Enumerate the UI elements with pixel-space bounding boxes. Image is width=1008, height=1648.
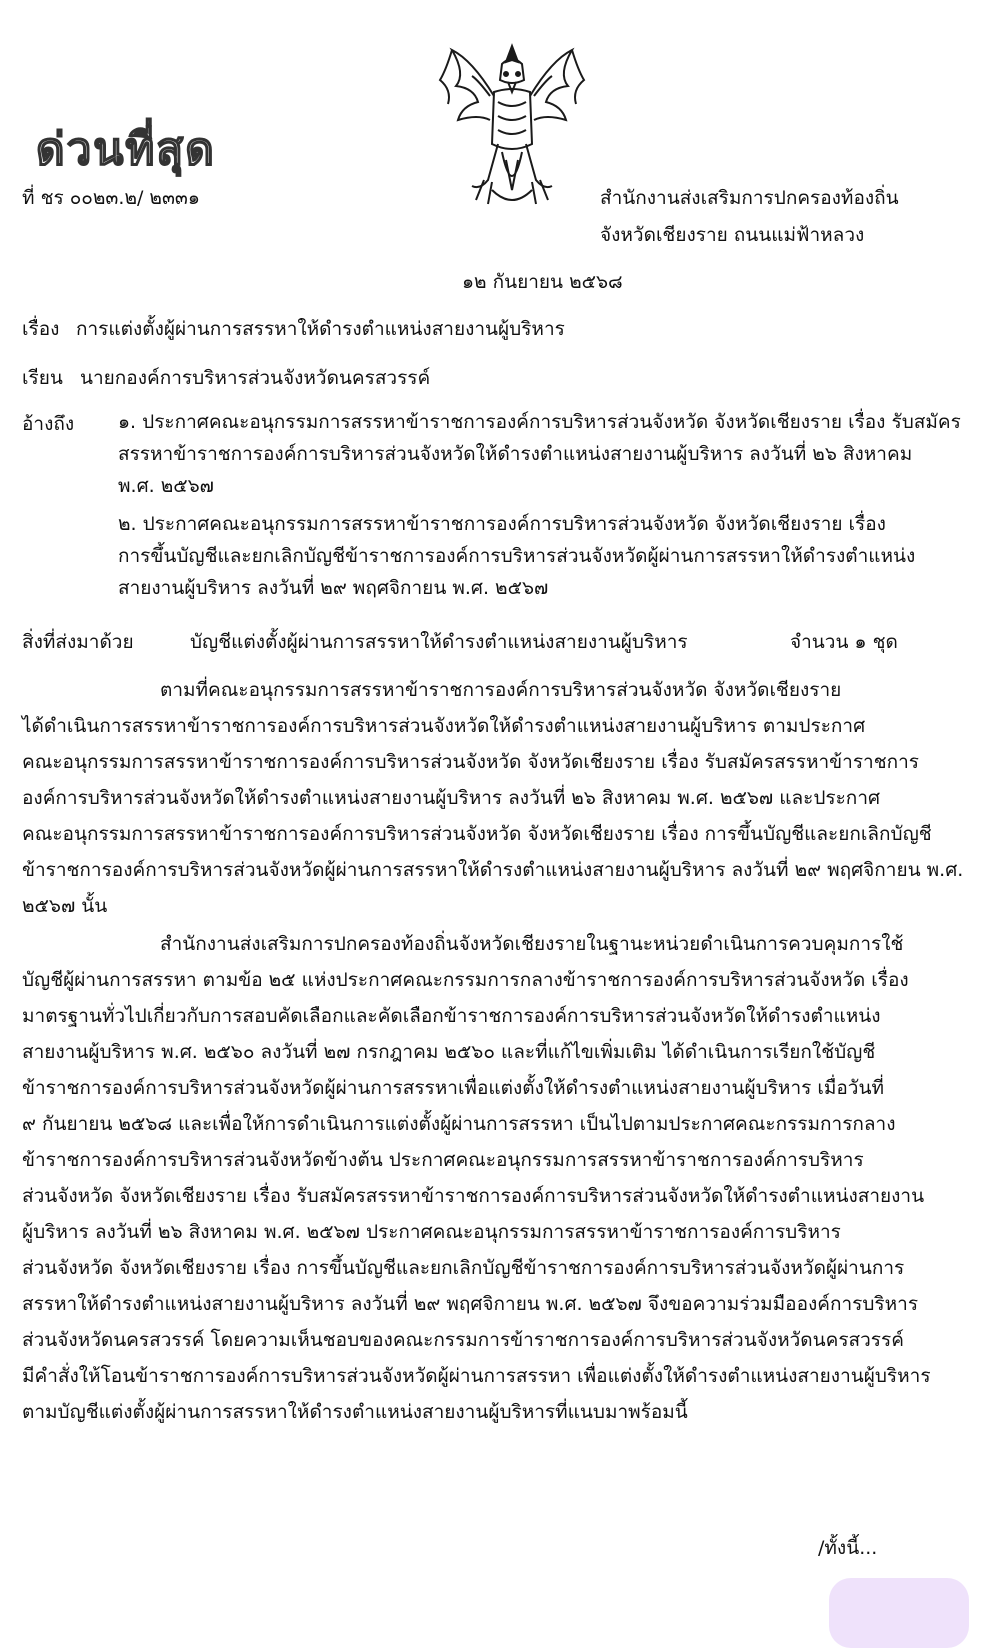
sender-line-1: สำนักงานส่งเสริมการปกครองท้องถิ่น (600, 187, 899, 209)
paragraph-line: ส่วนจังหวัด จังหวัดเชียงราย เรื่อง รับสมัครสรรหาข้าราชการองค์การบริหารส่วนจังหวัดให้ดำรงตำแหน่งสายงาน (22, 1185, 925, 1207)
reference-item (118, 508, 961, 604)
paragraph-line: ส่วนจังหวัดนครสวรรค์ โดยความเห็นชอบของคณะกรรมการข้าราชการองค์การบริหารส่วนจังหวัดนครสวรรค์ (22, 1329, 904, 1351)
paragraph-line: ตามบัญชีแต่งตั้งผู้ผ่านการสรรหาให้ดำรงตำแหน่งสายงานผู้บริหารที่แนบมาพร้อมนี้ (22, 1401, 688, 1423)
sender-line-2: จังหวัดเชียงราย ถนนแม่ฟ้าหลวง (600, 224, 865, 246)
paragraph-line: สรรหาให้ดำรงตำแหน่งสายงานผู้บริหาร ลงวันที่ ๒๙ พฤศจิกายน พ.ศ. ๒๕๖๗ จึงขอความร่วมมือองค์การบริหาร (22, 1293, 919, 1315)
urgent-stamp: ด่วนที่สุด (36, 124, 216, 175)
reference-line: สรรหาข้าราชการองค์การบริหารส่วนจังหวัดให้ดำรงตำแหน่งสายงานผู้บริหาร ลงวันที่ ๒๖ สิงหาคม (118, 443, 913, 465)
paragraph-line: ผู้บริหาร ลงวันที่ ๒๖ สิงหาคม พ.ศ. ๒๕๖๗ ประกาศคณะอนุกรรมการสรรหาข้าราชการองค์การบริหาร (22, 1221, 841, 1243)
paragraph-line: ตามที่คณะอนุกรรมการสรรหาข้าราชการองค์การบริหารส่วนจังหวัด จังหวัดเชียงราย (160, 679, 842, 701)
paragraph-line: ข้าราชการองค์การบริหารส่วนจังหวัดผู้ผ่านการสรรหาเพื่อแต่งตั้งให้ดำรงตำแหน่งสายงานผู้บริหาร เมื่อวันที่ (22, 1077, 884, 1099)
document-date: ๑๒ กันยายน ๒๕๖๘ (462, 271, 623, 293)
paragraph-line: สำนักงานส่งเสริมการปกครองท้องถิ่นจังหวัดเชียงรายในฐานะหน่วยดำเนินการควบคุมการใช้ (160, 933, 904, 955)
paragraph-1 (22, 672, 963, 924)
paragraph-line: สายงานผู้บริหาร พ.ศ. ๒๕๖๐ ลงวันที่ ๒๗ กรกฎาคม ๒๕๖๐ และที่แก้ไขเพิ่มเติม ได้ดำเนินการเรียกใช้บัญชี (22, 1041, 876, 1063)
enclosure-text: บัญชีแต่งตั้งผู้ผ่านการสรรหาให้ดำรงตำแหน่งสายงานผู้บริหาร (190, 631, 688, 653)
enclosure-amount: จำนวน ๑ ชุด (790, 631, 898, 653)
reference-line: ๑. ประกาศคณะอนุกรรมการสรรหาข้าราชการองค์การบริหารส่วนจังหวัด จังหวัดเชียงราย เรื่อง รับสมัคร (118, 411, 961, 433)
paragraph-line: ข้าราชการองค์การบริหารส่วนจังหวัดผู้ผ่านการสรรหาให้ดำรงตำแหน่งสายงานผู้บริหาร ลงวันที่ ๒๙ พฤศจิกายน พ.ศ. (22, 859, 964, 881)
reference-line: สายงานผู้บริหาร ลงวันที่ ๒๙ พฤศจิกายน พ.ศ. ๒๕๖๗ (118, 577, 549, 599)
reference-list (118, 406, 961, 604)
paragraph-line: ข้าราชการองค์การบริหารส่วนจังหวัดข้างต้น ประกาศคณะอนุกรรมการสรรหาข้าราชการองค์การบริหาร (22, 1149, 864, 1171)
paragraph-line: ส่วนจังหวัด จังหวัดเชียงราย เรื่อง การขึ้นบัญชีและยกเลิกบัญชีข้าราชการองค์การบริหารส่วนจังหวัดผู้ผ่านการ (22, 1257, 905, 1279)
reference-item (118, 406, 961, 502)
reference-label: อ้างถึง (22, 413, 75, 435)
enclosure-label: สิ่งที่ส่งมาด้วย (22, 631, 134, 653)
reference-line: พ.ศ. ๒๕๖๗ (118, 475, 214, 497)
recipient-text: นายกองค์การบริหารส่วนจังหวัดนครสวรรค์ (80, 367, 431, 389)
paragraph-line: ได้ดำเนินการสรรหาข้าราชการองค์การบริหารส่วนจังหวัดให้ดำรงตำแหน่งสายงานผู้บริหาร ตามประกาศ (22, 715, 866, 737)
paragraph-line: ๙ กันยายน ๒๕๖๘ และเพื่อให้การดำเนินการแต่งตั้งผู้ผ่านการสรรหา เป็นไปตามประกาศคณะกรรมการกลาง (22, 1113, 896, 1135)
reference-line: การขึ้นบัญชีและยกเลิกบัญชีข้าราชการองค์การบริหารส่วนจังหวัดผู้ผ่านการสรรหาให้ดำรงตำแหน่ง (118, 545, 916, 567)
paragraph-line: คณะอนุกรรมการสรรหาข้าราชการองค์การบริหารส่วนจังหวัด จังหวัดเชียงราย เรื่อง รับสมัครสรรหาข้าราชการ (22, 751, 919, 773)
reference-line: ๒. ประกาศคณะอนุกรรมการสรรหาข้าราชการองค์การบริหารส่วนจังหวัด จังหวัดเชียงราย เรื่อง (118, 513, 886, 535)
subject-text: การแต่งตั้งผู้ผ่านการสรรหาให้ดำรงตำแหน่งสายงานผู้บริหาร (76, 318, 565, 340)
floating-overlay (829, 1578, 969, 1648)
continuation-note: /ทั้งนี้... (818, 1537, 878, 1559)
document-number: ที่ ชร ๐๐๒๓.๒/ ๒๓๓๑ (22, 187, 200, 209)
subject-label: เรื่อง (22, 318, 60, 340)
garuda-emblem-icon (432, 40, 592, 215)
paragraph-line: ๒๕๖๗ นั้น (22, 895, 108, 917)
paragraph-line: องค์การบริหารส่วนจังหวัดให้ดำรงตำแหน่งสายงานผู้บริหาร ลงวันที่ ๒๖ สิงหาคม พ.ศ. ๒๕๖๗ และประกาศ (22, 787, 881, 809)
paragraph-line: บัญชีผู้ผ่านการสรรหา ตามข้อ ๒๕ แห่งประกาศคณะกรรมการกลางข้าราชการองค์การบริหารส่วนจังหวัด เรื่อง (22, 969, 909, 991)
paragraph-2 (22, 926, 931, 1430)
paragraph-line: มีคำสั่งให้โอนข้าราชการองค์การบริหารส่วนจังหวัดผู้ผ่านการสรรหา เพื่อแต่งตั้งให้ดำรงตำแหน่งสายงานผู้บริหาร (22, 1365, 931, 1387)
paragraph-line: คณะอนุกรรมการสรรหาข้าราชการองค์การบริหารส่วนจังหวัด จังหวัดเชียงราย เรื่อง การขึ้นบัญชีและยกเลิกบัญชี (22, 823, 932, 845)
recipient-label: เรียน (22, 367, 63, 389)
paragraph-line: มาตรฐานทั่วไปเกี่ยวกับการสอบคัดเลือกและคัดเลือกข้าราชการองค์การบริหารส่วนจังหวัดให้ดำรงตำแหน่ง (22, 1005, 881, 1027)
